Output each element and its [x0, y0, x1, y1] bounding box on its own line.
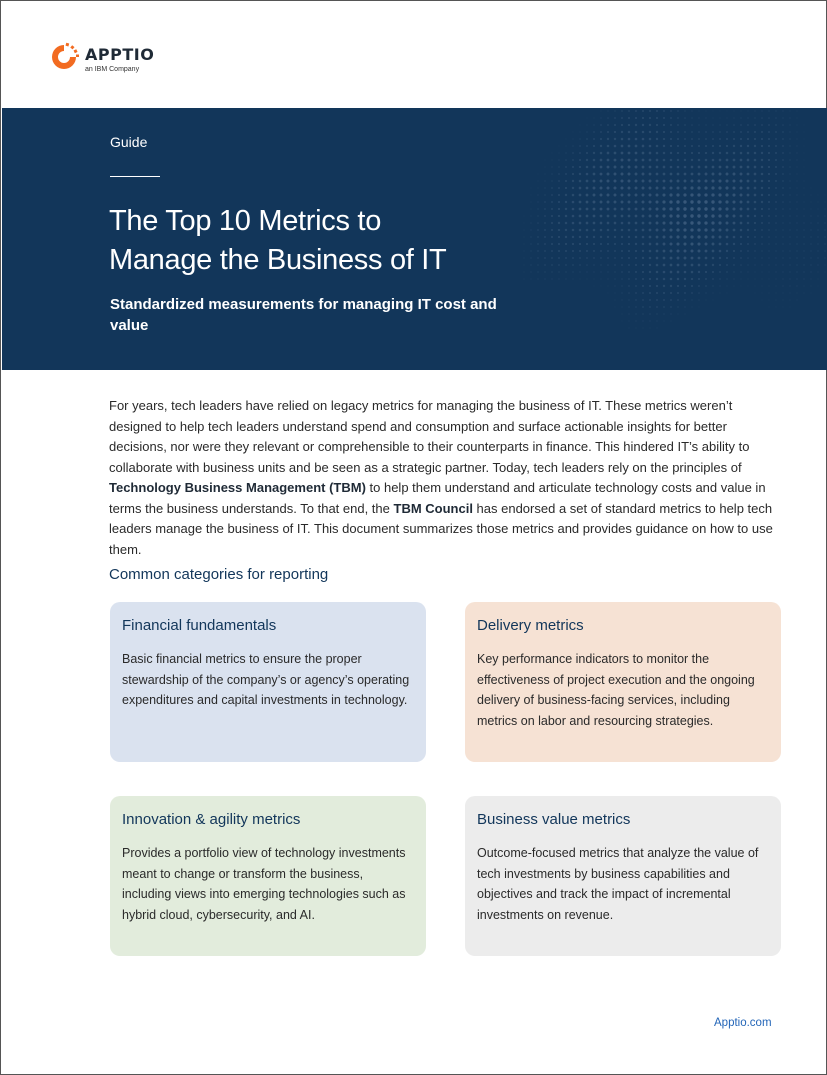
intro-paragraph	[109, 396, 774, 560]
card-delivery-metrics	[465, 602, 781, 762]
apptio-logo	[49, 42, 154, 74]
card-body: Provides a portfolio view of technology investments meant to change or transform the business, including views into emerging technologies such as hybrid cloud, cybersecurity, and AI.	[122, 846, 406, 922]
section-heading: Common categories for reporting	[109, 566, 329, 583]
intro-text-3: has endorsed a set of standard metrics to help tech leaders manage the business of IT. This document summarizes those metrics and provides guidance on how to use them.	[109, 500, 773, 557]
card-body: Key performance indicators to monitor the effectiveness of project execution and the ongoing delivery of business-facing services, including metrics on labor and resourcing strategies.	[477, 652, 755, 728]
intro-bold-council: TBM Council	[393, 500, 473, 516]
logo-wordmark: APPTIO	[85, 45, 155, 64]
intro-text-1: For years, tech leaders have relied on legacy metrics for managing the business of IT. These metrics weren’t designed to help tech leaders understand spend and consumption and surface actionable insights for better decisions, nor were they relevant or comprehensible to their counterparts in finance. This hindered IT’s ability to collaborate with business units and be seen as a strategic partner. Today, tech leaders rely on the principles of	[109, 398, 750, 475]
logo-tagline: an IBM Company	[85, 66, 140, 73]
apptio-website-link[interactable]: Apptio.com	[714, 1017, 772, 1029]
title-line-2: Manage the Business of IT	[109, 244, 447, 276]
apptio-logo-icon	[49, 42, 79, 72]
card-innovation-agility-metrics	[110, 796, 426, 956]
page-subtitle: Standardized measurements for managing IT cost and value	[110, 296, 497, 334]
intro-bold-tbm: Technology Business Management (TBM)	[109, 480, 366, 495]
card-title: Delivery metrics	[477, 617, 584, 634]
page-title	[109, 202, 529, 280]
title-line-1: The Top 10 Metrics to	[109, 205, 382, 237]
document-type-label: Guide	[110, 134, 148, 150]
divider	[110, 176, 160, 177]
intro-text-2: to help them understand and articulate technology costs and value in terms the business understands. To that end, the	[109, 480, 766, 516]
hero-banner	[2, 108, 827, 370]
card-body: Basic financial metrics to ensure the proper stewardship of the company’s or agency’s operating expenditures and capital investments in technology.	[122, 652, 410, 707]
card-title: Innovation & agility metrics	[122, 811, 301, 828]
card-title: Business value metrics	[477, 811, 631, 828]
card-body: Outcome-focused metrics that analyze the value of tech investments by business capabilities and objectives and track the impact of incremental investments on revenue.	[477, 846, 759, 922]
card-financial-fundamentals	[110, 602, 426, 762]
card-business-value-metrics	[465, 796, 781, 956]
card-title: Financial fundamentals	[122, 617, 277, 634]
